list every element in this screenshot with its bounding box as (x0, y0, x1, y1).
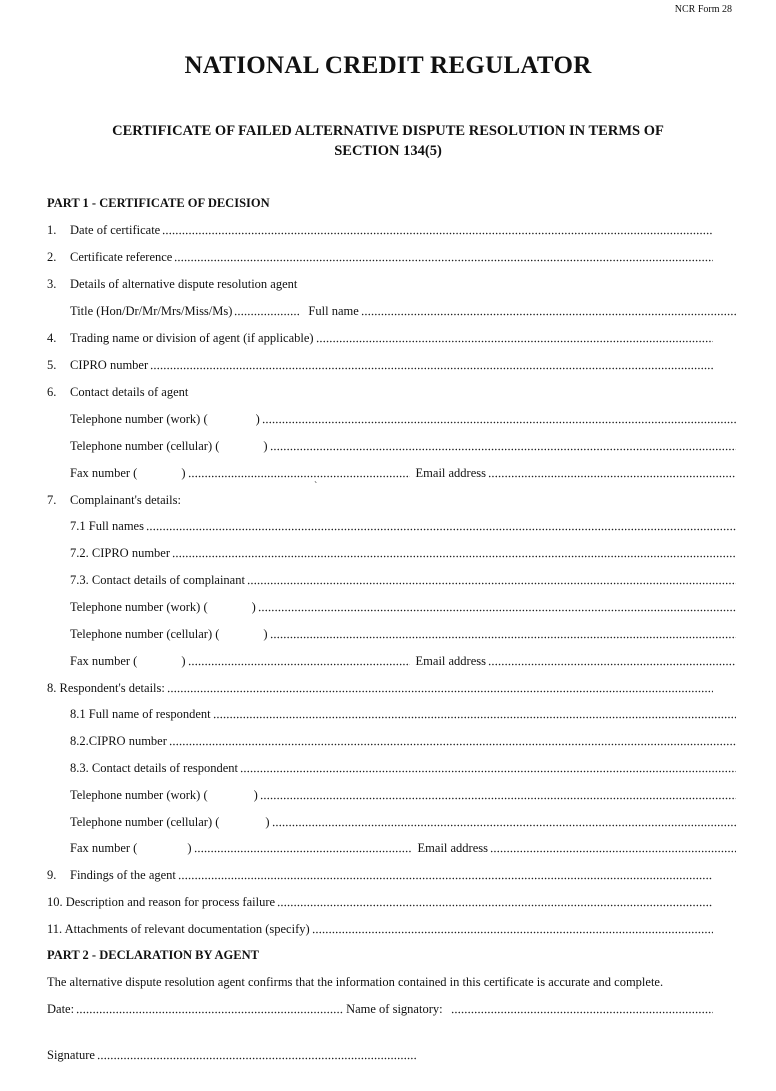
complainant-email-field[interactable] (488, 656, 736, 666)
agent-full-name-field[interactable] (361, 306, 736, 316)
item-number: 3. (47, 277, 57, 291)
respondent-email-label: Email address (417, 841, 488, 855)
agent-title-field[interactable] (234, 306, 300, 316)
complainant-cipro-label: 7.2. CIPRO number (70, 546, 170, 560)
agent-tel-work-row (47, 409, 738, 427)
complainant-tel-cell-field[interactable] (270, 629, 736, 639)
respondent-tel-work-label: Telephone number (work) ( (70, 788, 208, 802)
respondent-details-field[interactable] (167, 683, 713, 693)
agent-cipro-row (47, 355, 715, 373)
close-paren: ) (251, 600, 256, 614)
agent-findings-label: Findings of the agent (70, 868, 176, 882)
respondent-tel-work-row (47, 785, 738, 803)
part1-heading-text: PART 1 - CERTIFICATE OF DECISION (47, 196, 270, 210)
part2-heading (47, 945, 715, 963)
complainant-email-label: Email address (415, 654, 486, 668)
complainant-details-label: Complainant's details: (70, 493, 181, 507)
signature-row (47, 1045, 419, 1063)
part2-heading-text: PART 2 - DECLARATION BY AGENT (47, 948, 259, 962)
close-paren: ) (255, 412, 260, 426)
agent-fax-email-row (47, 463, 738, 481)
date-of-certificate-field[interactable] (162, 225, 713, 235)
respondent-details-row (47, 678, 715, 696)
item-number: 5. (47, 358, 57, 372)
signatory-name-field[interactable] (451, 1004, 713, 1014)
close-paren: ) (263, 627, 268, 641)
agent-title-label: Title (Hon/Dr/Mr/Mrs/Miss/Ms) (70, 304, 233, 318)
item-number: 2. (47, 250, 57, 264)
agent-email-field[interactable] (488, 468, 736, 478)
declaration-date-field[interactable] (76, 1004, 344, 1014)
respondent-full-name-label: 8.1 Full name of respondent (70, 707, 211, 721)
subtitle-line-2: SECTION 134(5) (334, 143, 442, 159)
agent-contact-row (47, 382, 715, 400)
date-signatory-row (47, 999, 715, 1017)
certificate-reference-row (47, 247, 715, 265)
item-number: 4. (47, 331, 57, 345)
complainant-details-row (47, 490, 715, 508)
item-number: 7. (47, 493, 57, 507)
date-of-certificate-row (47, 220, 715, 238)
agent-tel-cell-label: Telephone number (cellular) ( (70, 439, 220, 453)
respondent-tel-cell-row (47, 812, 738, 830)
respondent-fax-email-row (47, 838, 738, 856)
agent-tel-work-label: Telephone number (work) ( (70, 412, 208, 426)
complainant-fax-email-row (47, 651, 738, 669)
signature-label: Signature (47, 1048, 95, 1062)
agent-email-label: Email address (415, 466, 486, 480)
respondent-tel-cell-field[interactable] (272, 817, 736, 827)
close-paren: ) (187, 841, 192, 855)
complainant-cipro-row (47, 543, 738, 561)
complainant-tel-cell-row (47, 624, 738, 642)
stray-mark: ` (314, 481, 318, 492)
respondent-cipro-field[interactable] (169, 736, 736, 746)
respondent-cipro-row (47, 731, 738, 749)
respondent-fax-label: Fax number ( (70, 841, 138, 855)
certificate-subtitle (80, 121, 696, 161)
failure-reason-row (47, 892, 715, 910)
complainant-full-names-label: 7.1 Full names (70, 519, 144, 533)
respondent-email-field[interactable] (490, 843, 736, 853)
agent-full-name-label: Full name (308, 304, 359, 318)
respondent-full-name-field[interactable] (213, 709, 736, 719)
agent-tel-cell-row (47, 436, 738, 454)
agent-findings-row (47, 865, 715, 883)
signatory-name-label: Name of signatory: (346, 1002, 443, 1016)
close-paren: ) (263, 439, 268, 453)
complainant-fax-field[interactable] (188, 656, 410, 666)
part1-heading (47, 193, 715, 211)
close-paren: ) (181, 654, 186, 668)
attachments-row (47, 919, 715, 937)
respondent-tel-work-field[interactable] (260, 790, 736, 800)
close-paren: ) (265, 815, 270, 829)
respondent-contact-label: 8.3. Contact details of respondent (70, 761, 239, 775)
agent-contact-label: Contact details of agent (70, 385, 189, 399)
respondent-fax-field[interactable] (194, 843, 412, 853)
complainant-tel-cell-label: Telephone number (cellular) ( (70, 627, 220, 641)
complainant-fax-label: Fax number ( (70, 654, 138, 668)
agent-details-row (47, 274, 715, 292)
complainant-contact-field[interactable] (247, 575, 736, 585)
date-of-certificate-label: Date of certificate (70, 223, 161, 237)
respondent-contact-field[interactable] (240, 763, 736, 773)
item-number: 6. (47, 385, 57, 399)
certificate-reference-field[interactable] (174, 252, 713, 262)
item-number: 1. (47, 223, 57, 237)
close-paren: ) (181, 466, 186, 480)
respondent-contact-row (47, 758, 738, 776)
agent-trading-name-row (47, 328, 715, 346)
complainant-tel-work-field[interactable] (258, 602, 736, 612)
agent-cipro-field[interactable] (150, 360, 713, 370)
declaration-date-label: Date: (47, 1002, 75, 1016)
agent-details-label: Details of alternative dispute resolution agent (70, 277, 298, 291)
declaration-statement: The alternative dispute resolution agent confirms that the information contained in this certificate is accurate and complete. (47, 975, 664, 989)
complainant-tel-work-row (47, 597, 738, 615)
agent-findings-field[interactable] (178, 870, 713, 880)
item-number: 9. (47, 868, 57, 882)
agent-tel-work-field[interactable] (262, 414, 736, 424)
agent-cipro-label: CIPRO number (70, 358, 149, 372)
failure-reason-field[interactable] (277, 897, 713, 907)
signature-field[interactable] (97, 1050, 417, 1060)
complainant-full-names-field[interactable] (146, 521, 736, 531)
declaration-statement-row (47, 972, 715, 990)
subtitle-line-1: CERTIFICATE OF FAILED ALTERNATIVE DISPUTE RESOLUTION IN TERMS OF (112, 123, 664, 139)
complainant-full-names-row (47, 516, 738, 534)
complainant-cipro-field[interactable] (172, 548, 736, 558)
respondent-cipro-label: 8.2.CIPRO number (70, 734, 167, 748)
agent-title-name-row (47, 301, 738, 319)
agent-fax-field[interactable] (188, 468, 410, 478)
attachments-label: 11. Attachments of relevant documentation (specify) (47, 922, 310, 936)
agent-fax-label: Fax number ( (70, 466, 138, 480)
respondent-tel-cell-label: Telephone number (cellular) ( (70, 815, 220, 829)
agent-trading-name-label: Trading name or division of agent (if applicable) (70, 331, 314, 345)
complainant-contact-row (47, 570, 738, 588)
attachments-field[interactable] (312, 924, 713, 934)
respondent-full-name-row (47, 704, 738, 722)
complainant-tel-work-label: Telephone number (work) ( (70, 600, 208, 614)
close-paren: ) (253, 788, 258, 802)
form-code: NCR Form 28 (674, 4, 732, 15)
complainant-contact-label: 7.3. Contact details of complainant (70, 573, 245, 587)
respondent-details-label: 8. Respondent's details: (47, 681, 165, 695)
failure-reason-label: 10. Description and reason for process failure (47, 895, 276, 909)
agent-trading-name-field[interactable] (316, 333, 713, 343)
page-title: NATIONAL CREDIT REGULATOR (184, 52, 592, 79)
agent-tel-cell-field[interactable] (270, 441, 736, 451)
certificate-reference-label: Certificate reference (70, 250, 173, 264)
